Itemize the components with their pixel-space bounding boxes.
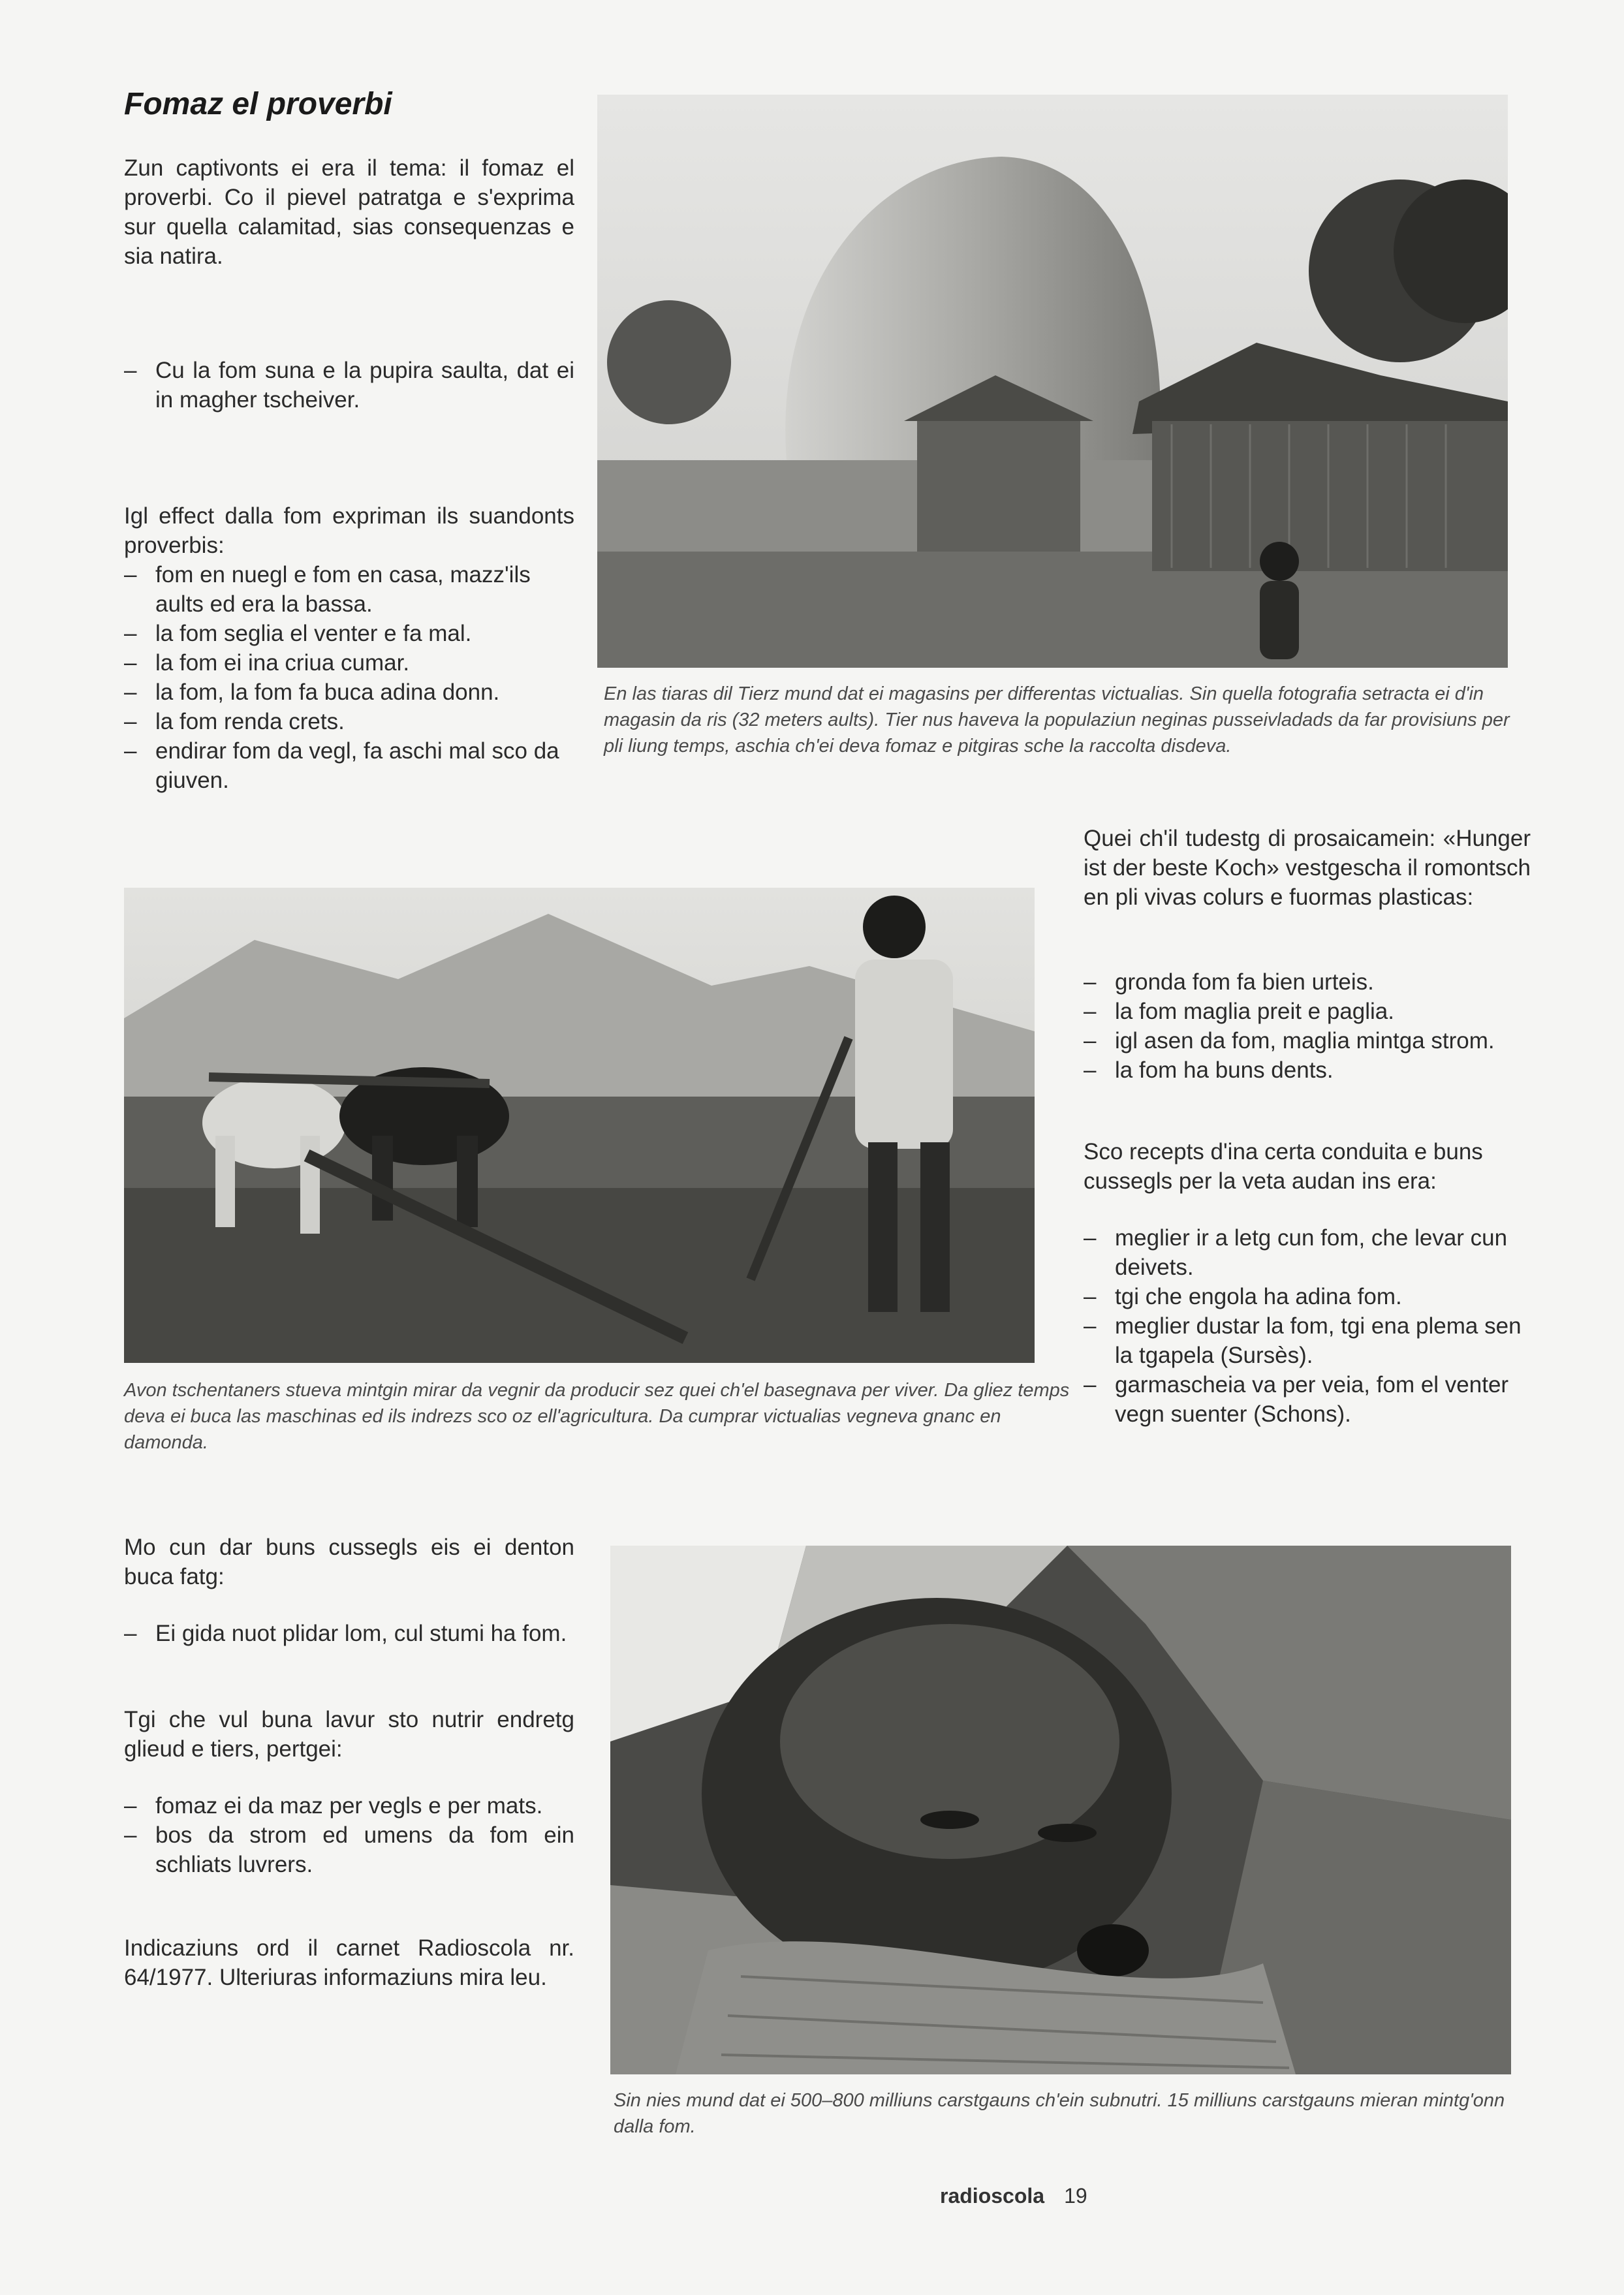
list-item: – Cu la fom suna e la pupira saulta, dat ei in magher tscheiver. <box>124 356 574 414</box>
right-paragraph-2: Sco recepts d'ina certa conduita e buns cussegls per la veta audan ins era: <box>1084 1139 1483 1194</box>
bottom-paragraph-3: Indicaziuns ord il carnet Radioscola nr. 64/1977. Ulteriuras informaziuns mira leu. <box>124 1935 574 1990</box>
list-item: – la fom, la fom fa buca adina donn. <box>124 678 574 707</box>
list-item: – endirar fom da vegl, fa aschi mal sco da giuven. <box>124 736 574 795</box>
caption-photo-2: Avon tschentaners stueva mintgin mirar da vegnir da producir sez quei ch'el basegnava per viver. Da gliez temps deva ei buca las maschinas ed ils indrezs sco oz ell'agricultura. Da cumprar victualias vegneva gnanc en damonda. <box>124 1380 1070 1453</box>
page-title: Fomaz el proverbi <box>124 87 392 121</box>
bottom-proverb-list-1 <box>124 1619 574 1648</box>
bottom-paragraph-2: Tgi che vul buna lavur sto nutrir endretg glieud e tiers, pertgei: <box>124 1707 574 1762</box>
caption-photo-1: En las tiaras dil Tierz mund dat ei magasins per differentas victualias. Sin quella fotografia setracta ei d'in magasin da ris (32 meters aults). Tier nus haveva la populaziun neginas pusseivladads da far provisiuns per pli liung temps, aschia ch'ei deva fomaz e pitgiras sche la raccolta disdeva. <box>604 683 1510 757</box>
publication-name: radioscola <box>940 2184 1045 2208</box>
bottom-proverb-list-2 <box>124 1791 574 1879</box>
list-item: – garmascheia va per veia, fom el venter vegn suenter (Schons). <box>1084 1370 1531 1429</box>
list-item: – meglier dustar la fom, tgi ena plema sen la tgapela (Sursès). <box>1084 1311 1531 1370</box>
list-item: – bos da strom ed umens da fom ein schliats luvrers. <box>124 1820 574 1879</box>
list-item: – la fom renda crets. <box>124 707 574 736</box>
list-item: – meglier ir a letg cun fom, che levar cun deivets. <box>1084 1223 1531 1282</box>
caption-photo-3: Sin nies mund dat ei 500–800 milliuns carstgauns ch'ein subnutri. 15 milliuns carstgauns mieran mintg'onn dalla fom. <box>614 2090 1505 2137</box>
list-item: – la fom seglia el venter e fa mal. <box>124 619 574 648</box>
list-item: – fom en nuegl e fom en casa, mazz'ils aults ed era la bassa. <box>124 560 574 619</box>
list-item: – Ei gida nuot plidar lom, cul stumi ha fom. <box>124 1619 574 1648</box>
list-item: – fomaz ei da maz per vegls e per mats. <box>124 1791 574 1820</box>
photo-malnourished-child <box>610 1546 1511 2074</box>
proverb-list-a <box>124 356 574 414</box>
list-item: – tgi che engola ha adina fom. <box>1084 1282 1531 1311</box>
effect-proverb-list <box>124 560 574 795</box>
list-item: – igl asen da fom, maglia mintga strom. <box>1084 1026 1531 1055</box>
list-item: – la fom maglia preit e paglia. <box>1084 997 1531 1026</box>
bottom-paragraph-1: Mo cun dar buns cussegls eis ei denton buca fatg: <box>124 1535 574 1589</box>
right-paragraph-1: Quei ch'il tudestg di prosaicamein: «Hunger ist der beste Koch» vestgescha il romontsch en pli vivas colurs e fuormas plasticas: <box>1084 826 1531 910</box>
list-item: – gronda fom fa bien urteis. <box>1084 967 1531 997</box>
page-number: 19 <box>1064 2184 1087 2208</box>
photo-rice-storehouse <box>597 95 1508 668</box>
photo-ploughing-oxen <box>124 888 1035 1363</box>
list-item: – la fom ei ina criua cumar. <box>124 648 574 678</box>
right-proverb-list-1 <box>1084 967 1531 1085</box>
intro-paragraph: Zun captivonts ei era il tema: il fomaz el proverbi. Co il pievel patratga e s'exprima sur quella calamitad, sias consequenzas e sia natira. <box>124 155 574 269</box>
right-proverb-list-2 <box>1084 1223 1531 1429</box>
page-footer <box>940 2184 1087 2208</box>
list-item: – la fom ha buns dents. <box>1084 1055 1531 1085</box>
effect-intro-paragraph: Igl effect dalla fom expriman ils suandonts proverbis: <box>124 503 574 558</box>
